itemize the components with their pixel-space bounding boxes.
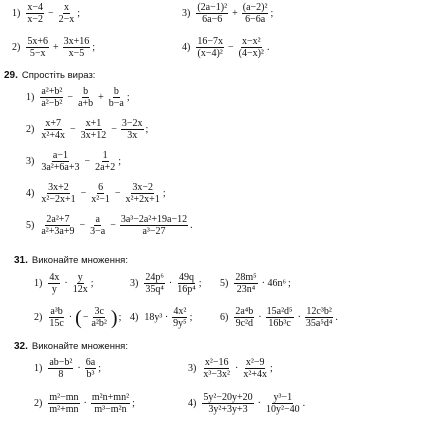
fraction: x−4 x−2 [27,2,43,25]
problem-31-5: 5) 28m⁵ 23n⁴ · 46n⁶ ; [220,272,291,295]
fraction: $\frac{b}{a+b}$ [78,86,94,109]
problem-31-1: 1) 4x y · y 12x ; [34,272,94,295]
fraction: $\frac{1}{2a+2}$ [95,150,116,173]
fraction: a³b 15c [49,306,64,329]
fraction: $\frac{\text{(a−2)²}}{6-6a}$ [242,2,268,25]
problem-31-4: 4) 18y³ · 4x² 9y⁵ ; [130,306,193,329]
problem-32-3: 3) x²−16 x³−3x² · x²−9 x²+4x ; [188,357,273,380]
fraction: y 12x [72,272,88,295]
fraction: 28m⁵ 23n⁴ [235,272,257,295]
problem-29-2: 2) x+7 x²+4x − $\frac{x+1}{3x+12}$ − $\frac{3-2x}{3x}$ ; [26,118,149,141]
problem-31-2: 2) a³b 15c · ( − $\frac{3c}{\text{a²b²}}$ ) ; [34,306,122,329]
section-number: 29. [4,70,18,81]
problem-top-4: 4) 16−7x (x−4)² − $\frac{\text{x−x²}}{\text{(4−x)²}}$ . [182,36,270,59]
fraction: $\frac{x+1}{3x+12}$ [80,118,107,141]
problem-top-3: 3) (2a−1)² 6a−6 + $\frac{\text{(a−2)²}}{6-6a}$ ; [182,2,274,25]
fraction: x+7 x²+4x [41,118,65,141]
fraction: ab−b² 8 [49,357,73,380]
problem-32-2: 2) m²−mn m²+mn · m²n+mn² m³−m²n ; [34,392,135,415]
fraction: 6a b³ [85,357,96,380]
section-31-heading [14,255,128,266]
section-title: Виконайте множення: [31,255,128,266]
fraction: m²−mn m²+mn [49,392,79,415]
fraction: $\frac{3x-2}{\text{x²+2x+1}}$ [125,182,160,205]
problem-29-3: 3) a−1 3a²+6a+3 − $\frac{1}{2a+2}$ ; [26,150,121,173]
fraction: 12c³b² 35a⁵d⁴ [305,306,333,329]
fraction: $\frac{b}{b-a}$ [108,86,124,109]
fraction: 15a²d⁵ 16b³c [266,306,293,329]
problem-top-1: 1) x−4 x−2 − $\frac{x}{2-x}$ ; [12,2,81,25]
fraction: $\frac{\text{x−x²}}{\text{(4−x)²}}$ [238,36,264,59]
fraction: 4x² 9y⁵ [173,306,187,329]
fraction: m²n+mn² m³−m²n [91,392,130,415]
section-number: 32. [14,341,28,352]
fraction: 5y²−20y+20 3y²+3y+3 [203,392,253,415]
problem-top-2: 2) 5x+6 5−x + $\frac{3x+16}{x-5}$ ; [12,36,96,59]
fraction: 49q 16p⁴ [177,272,196,295]
fraction: $\frac{6}{\text{x²−1}}$ [91,182,110,205]
fraction: a²+b² a²−b² [41,86,63,109]
fraction: 16−7x (x−4)² [197,36,223,59]
fraction: $\frac{3-2x}{3x}$ [121,118,143,141]
section-title: Спростіть вираз: [21,70,96,81]
problem-32-1: 1) ab−b² 8 · 6a b³ ; [34,357,101,380]
fraction: (2a−1)² 6a−6 [197,2,228,25]
section-32-heading [14,341,128,352]
fraction: 5x+6 5−x [27,36,48,59]
problem-29-5: 5) 2a²+7 a²+3a+9 − $\frac{a}{3-a}$ − $\frac{\text{3a³−2a²+19a−12}}{\text{a³−27}}$ . [26,214,193,237]
fraction: 3x+2 x²−2x+1 [41,182,76,205]
fraction: a−1 3a²+6a+3 [41,150,80,173]
fraction: x²−16 x³−3x² [203,357,230,380]
fraction: 4x y [49,272,60,295]
fraction: 2a⁴b 9c²d [235,306,254,329]
problem-29-4: 4) 3x+2 x²−2x+1 − $\frac{6}{\text{x²−1}}$ − $\frac{3x-2}{\text{x²+2x+1}}$ ; [26,182,166,205]
section-number: 31. [14,255,28,266]
fraction: 2a²+7 a²+3a+9 [41,214,75,237]
problem-29-1: 1) a²+b² a²−b² − $\frac{b}{a+b}$ + $\frac{b}{b-a}$ ; [26,86,130,109]
problem-32-4: 4) 5y²−20y+20 3y²+3y+3 · y³−1 10y²−40 . [188,392,306,415]
problem-31-6: 6) 2a⁴b 9c²d · 15a²d⁵ 16b³c · 12c³b² 35a⁵d⁴ . [220,306,338,329]
fraction: 24p⁶ 35q⁴ [145,272,164,295]
problem-31-3: 3) 24p⁶ 35q⁴ · 49q 16p⁴ ; [130,272,202,295]
fraction: $\frac{\text{3a³−2a²+19a−12}}{\text{a³−27}}$ [120,214,188,237]
fraction: $\frac{3c}{\text{a²b²}}$ [91,306,107,329]
fraction: x²−9 x²+4x [243,357,267,380]
fraction: y³−1 10y²−40 [265,392,300,415]
section-29-heading [4,70,95,81]
fraction: $\frac{a}{3-a}$ [90,214,106,237]
fraction: $\frac{x}{2-x}$ [58,2,75,25]
fraction: $\frac{3x+16}{x-5}$ [63,36,90,59]
section-title: Виконайте множення: [31,341,128,352]
